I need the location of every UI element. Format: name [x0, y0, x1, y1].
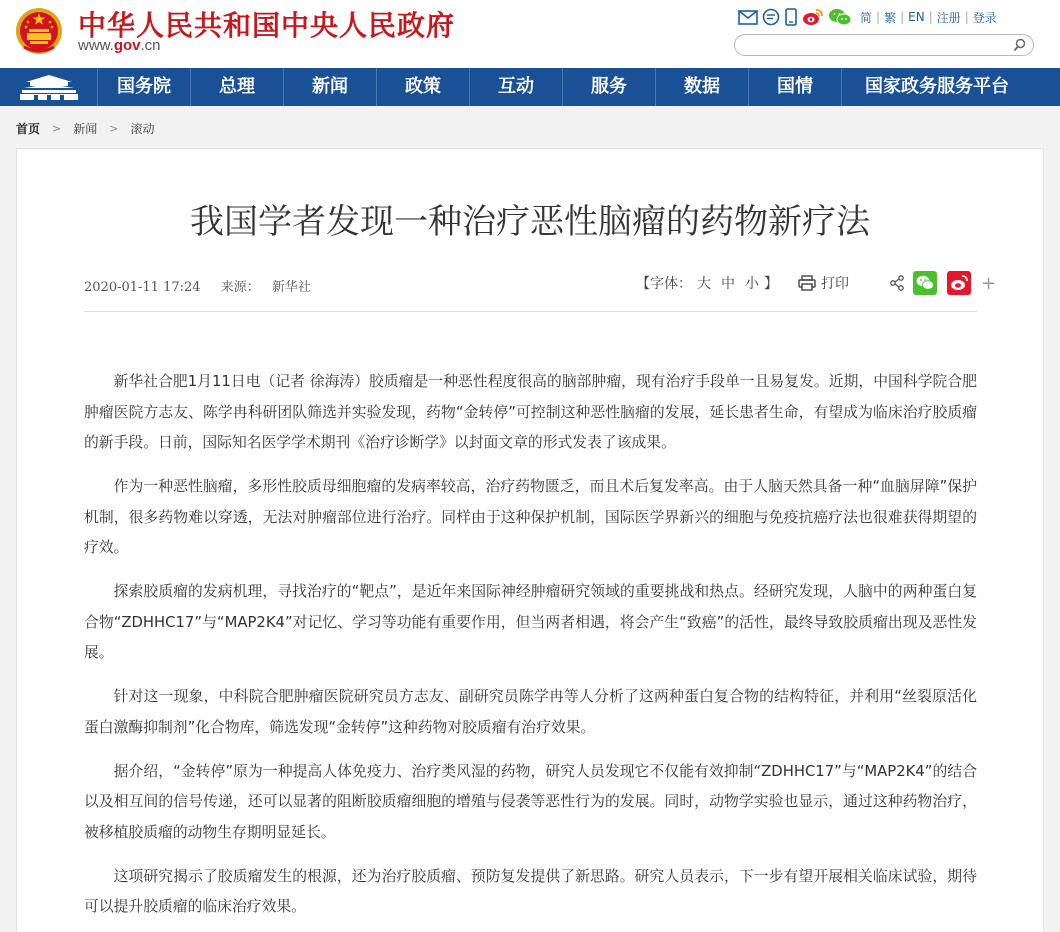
- article-title: 我国学者发现一种治疗恶性脑瘤的药物新疗法: [190, 202, 870, 242]
- site-url[interactable]: [78, 37, 161, 54]
- breadcrumb-news[interactable]: 新闻: [73, 122, 98, 136]
- breadcrumb-arrow: >: [109, 122, 119, 135]
- print-label: 打印: [821, 276, 849, 292]
- font-size-medium[interactable]: 中: [721, 276, 735, 292]
- site-header: [0, 0, 1060, 68]
- wechat-share-icon[interactable]: [913, 271, 937, 295]
- tool-separator: |: [900, 10, 905, 24]
- more-share-icon[interactable]: +: [981, 272, 997, 294]
- tiananmen-icon: [18, 73, 80, 101]
- nav-item-interaction[interactable]: 互动: [470, 68, 563, 106]
- login-link[interactable]: 登录: [972, 10, 997, 25]
- article-paragraph: 作为一种恶性脑瘤，多形性胶质母细胞瘤的发病率较高，治疗药物匮乏，而且术后复发率高。由于人脑天然具备一种“血脑屏障”保护机制，很多药物难以穿透，无法对肿瘤部位进行治疗。同样由于这种保护机制，国际医学界新兴的细胞与免疫抗癌疗法也很难获得期望的疗效。: [84, 478, 977, 556]
- main-nav: [0, 68, 1060, 106]
- search-icon[interactable]: [1013, 38, 1027, 52]
- nav-item-national-info[interactable]: 国情: [749, 68, 842, 106]
- nav-item-policy[interactable]: 政策: [377, 68, 470, 106]
- print-button[interactable]: [798, 273, 849, 293]
- site-title[interactable]: 中华人民共和国中央人民政府: [78, 9, 456, 42]
- search-input[interactable]: [743, 37, 1013, 53]
- font-size-close: 】: [764, 276, 778, 292]
- simplified-chinese-link[interactable]: 简: [860, 10, 873, 25]
- font-size-label: 【字体：: [636, 276, 692, 292]
- mail-icon[interactable]: [738, 10, 758, 25]
- mobile-icon[interactable]: [784, 8, 798, 26]
- site-url-suffix: .cn: [140, 37, 161, 54]
- nav-item-data[interactable]: 数据: [656, 68, 749, 106]
- nav-item-gov-service-platform[interactable]: 国家政务服务平台: [865, 76, 1009, 97]
- register-link[interactable]: 注册: [936, 10, 961, 25]
- article-body: [84, 367, 977, 932]
- english-link[interactable]: EN: [908, 10, 925, 24]
- breadcrumb: [16, 120, 154, 137]
- site-url-brand: gov: [113, 37, 141, 54]
- nav-item-news[interactable]: 新闻: [284, 68, 377, 106]
- nav-item-state-council[interactable]: 国务院: [98, 68, 191, 106]
- weibo-share-icon[interactable]: [947, 271, 971, 295]
- article-divider: [84, 311, 977, 312]
- header-tools: [738, 7, 1001, 27]
- traditional-chinese-link[interactable]: 繁: [884, 10, 897, 25]
- nav-logo[interactable]: [0, 68, 98, 106]
- site-url-prefix: www.: [78, 37, 114, 54]
- article-paragraph: 这项研究揭示了胶质瘤发生的根源，还为治疗胶质瘤、预防复发提供了新思路。研究人员表示，下一步有望开展相关临床试验，期待可以提升胶质瘤的临床治疗效果。: [84, 867, 977, 915]
- weibo-icon[interactable]: [802, 8, 824, 26]
- breadcrumb-arrow: >: [52, 122, 62, 135]
- article-source: 新华社: [271, 280, 311, 295]
- wechat-icon[interactable]: [828, 8, 852, 26]
- article-meta: [84, 276, 311, 295]
- article-datetime: 2020-01-11 17:24: [84, 280, 201, 295]
- article-paragraph: 针对这一现象，中科院合肥肿瘤医院研究员方志友、副研究员陈学冉等人分析了这两种蛋白复合物的结构特征，并利用“丝裂原活化蛋白激酶抑制剂”化合物库，筛选发现“金转停”这种药物对胶质瘤有治疗效果。: [84, 688, 977, 736]
- tool-separator: |: [876, 10, 881, 24]
- breadcrumb-scroll[interactable]: 滚动: [130, 122, 155, 136]
- article-paragraph: 据介绍，“金转停”原为一种提高人体免疫力、治疗类风湿的药物，研究人员发现它不仅能有效抑制“ZDHHC17”与“MAP2K4”的结合以及相互间的信号传递，还可以显著的阻断胶质瘤细胞的增殖与侵袭等恶性行为的发展。同时，动物学实验也显示，通过这种药物治疗，被移植胶质瘤的动物生存期明显延长。: [84, 762, 977, 841]
- font-size-small[interactable]: 小: [745, 276, 759, 292]
- nav-item-premier[interactable]: 总理: [191, 68, 284, 106]
- share-icon[interactable]: [889, 275, 905, 291]
- tool-separator: |: [964, 10, 969, 24]
- breadcrumb-home[interactable]: 首页: [16, 122, 41, 136]
- font-size-large[interactable]: 大: [697, 276, 711, 292]
- article-paragraph: 探索胶质瘤的发病机理，寻找治疗的“靶点”，是近年来国际神经肿瘤研究领域的重要挑战和热点。经研究发现，人脑中的两种蛋白复合物“ZDHHC17”与“MAP2K4”对记忆、学习等功能有重要作用，但当两者相遇，将会产生“致癌”的活性，最终导致胶质瘤出现及恶性发展。: [84, 583, 977, 661]
- national-emblem-icon[interactable]: [14, 5, 64, 57]
- tool-separator: |: [928, 10, 933, 24]
- article-source-label: 来源：: [220, 280, 260, 295]
- message-icon[interactable]: [762, 8, 780, 26]
- search-box: [734, 34, 1034, 56]
- article-paragraph: 新华社合肥1月11日电（记者 徐海涛）胶质瘤是一种恶性程度很高的脑部肿瘤，现有治疗手段单一且易复发。近期，中国科学院合肥肿瘤医院方志友、陈学冉科研团队筛选并实验发现，药物“金转停”可控制这种恶性脑瘤的发展，延长患者生命，有望成为临床治疗胶质瘤的新手段。日前，国际知名医学学术期刊《治疗诊断学》以封面文章的形式发表了该成果。: [84, 373, 977, 451]
- article-tools: [636, 271, 996, 295]
- printer-icon: [798, 275, 816, 291]
- nav-item-services[interactable]: 服务: [563, 68, 656, 106]
